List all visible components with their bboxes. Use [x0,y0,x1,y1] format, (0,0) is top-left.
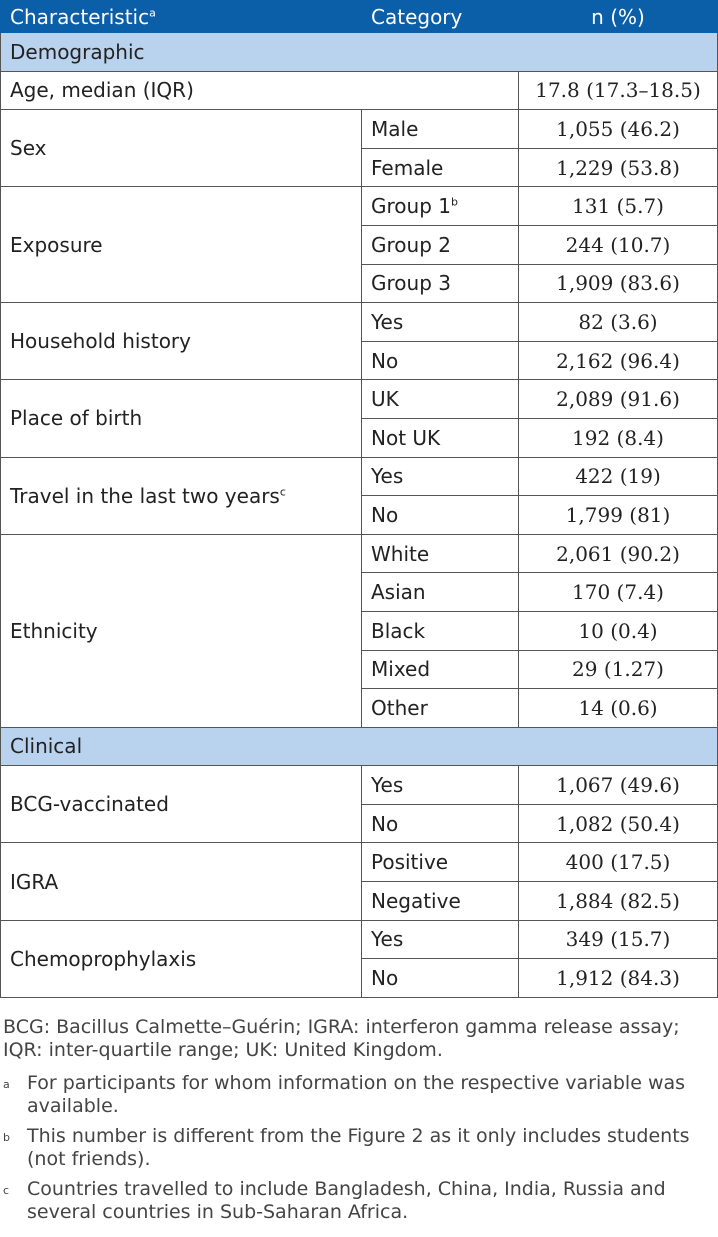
row-value: 1,884 (82.5) [519,882,718,921]
row-label: Ethnicity [1,534,362,727]
row-category: Asian [362,573,519,612]
row-label: Exposure [1,187,362,303]
footnote [3,1072,718,1118]
row-value: 82 (3.6) [519,303,718,342]
row-category: No [362,341,519,380]
row-value: 29 (1.27) [519,650,718,689]
col-n: n (%) [519,1,718,33]
footnote-mark: a [3,1077,10,1091]
row-category: Yes [362,766,519,805]
col-category: Category [362,1,519,33]
row-value: 1,909 (83.6) [519,264,718,303]
table-row [1,457,718,496]
table-row [1,380,718,419]
table-row [1,110,718,149]
section-clinical: Clinical [1,727,718,766]
row-label: BCG-vaccinated [1,766,362,843]
table-row [1,920,718,959]
row-value: 1,799 (81) [519,496,718,535]
row-value: 1,067 (49.6) [519,766,718,805]
row-value: 244 (10.7) [519,225,718,264]
row-category: Yes [362,457,519,496]
row-category: Positive [362,843,519,882]
footnote [3,1125,718,1171]
row-value: 400 (17.5) [519,843,718,882]
footnote [3,1178,718,1224]
row-value: 17.8 (17.3–18.5) [519,71,718,110]
row-category: UK [362,380,519,419]
row-value: 1,912 (84.3) [519,959,718,998]
row-value: 1,055 (46.2) [519,110,718,149]
table-row [1,534,718,573]
table-row [1,843,718,882]
row-category: Mixed [362,650,519,689]
row-category: Group 2 [362,225,519,264]
table-row [1,766,718,805]
row-label: Chemoprophylaxis [1,920,362,997]
table-row [1,71,718,110]
table-notes [0,1016,718,1224]
row-category: Group 3 [362,264,519,303]
row-category: Other [362,689,519,728]
row-category: Male [362,110,519,149]
row-value: 2,162 (96.4) [519,341,718,380]
footnote-text: Countries travelled to include Bangladesh, China, India, Russia and several countries in Sub-Saharan Africa. [27,1177,666,1223]
footnote-mark: b [3,1130,10,1144]
row-label: Travel in the last two years$^c$ [1,457,362,534]
row-label: Household history [1,303,362,380]
row-category: White [362,534,519,573]
row-value: 1,082 (50.4) [519,804,718,843]
table-row [1,303,718,342]
row-value: 131 (5.7) [519,187,718,226]
section-row [1,33,718,72]
footnote-mark: b [450,195,458,209]
abbreviations-note: BCG: Bacillus Calmette–Guérin; IGRA: interferon gamma release assay; IQR: inter-quartile range; UK: United Kingdom. [3,1015,680,1061]
footnote-text: For participants for whom information on the respective variable was available. [27,1071,686,1117]
footnote-mark: a [149,5,156,19]
row-category: Group 1$^b$ [362,187,519,226]
row-category: No [362,959,519,998]
row-category: Yes [362,920,519,959]
row-category: Not UK [362,418,519,457]
row-value: 10 (0.4) [519,611,718,650]
row-value: 2,089 (91.6) [519,380,718,419]
row-value: 1,229 (53.8) [519,148,718,187]
row-category: Negative [362,882,519,921]
section-demographic: Demographic [1,33,718,72]
row-label: Age, median (IQR) [1,71,519,110]
table-row [1,187,718,226]
row-value: 192 (8.4) [519,418,718,457]
row-category: Female [362,148,519,187]
row-value: 349 (15.7) [519,920,718,959]
row-category: Yes [362,303,519,342]
row-value: 170 (7.4) [519,573,718,612]
row-value: 2,061 (90.2) [519,534,718,573]
row-category: No [362,804,519,843]
footnote-mark: c [279,484,286,498]
col-characteristic: Characteristic$^a$ [1,1,362,33]
row-value: 14 (0.6) [519,689,718,728]
section-row [1,727,718,766]
row-label: IGRA [1,843,362,920]
row-label: Place of birth [1,380,362,457]
row-category: No [362,496,519,535]
footnote-mark: c [3,1183,10,1197]
footnote-text: This number is different from the Figure 2 as it only includes students (not friends). [27,1124,690,1170]
row-value: 422 (19) [519,457,718,496]
header-row [1,1,718,33]
row-category: Black [362,611,519,650]
row-label: Sex [1,110,362,187]
